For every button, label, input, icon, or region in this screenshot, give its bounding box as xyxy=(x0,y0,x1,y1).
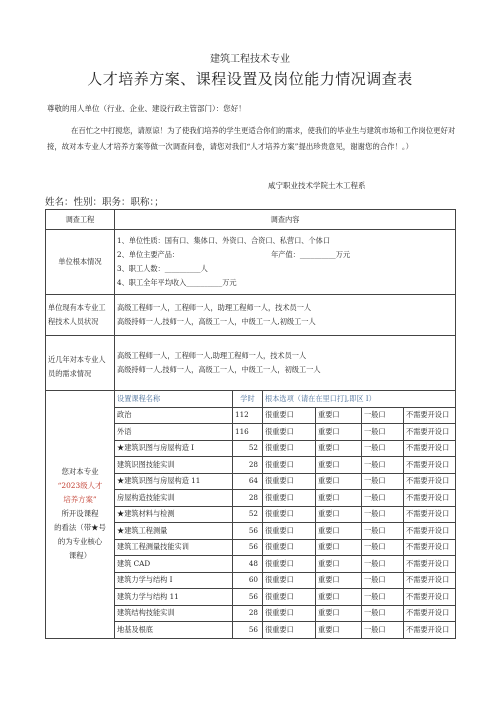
major-subtitle: 建筑工程技术专业 xyxy=(210,54,290,65)
course-hours: 28 xyxy=(233,457,263,474)
option-important[interactable]: 重要口 xyxy=(316,539,362,556)
option-important[interactable]: 重要口 xyxy=(316,572,362,589)
option-very-important[interactable]: 很重要口 xyxy=(263,589,316,606)
course-hours: 56 xyxy=(233,622,263,639)
avg-income-line[interactable]: 4、职工全年平均收入__________万元 xyxy=(117,278,237,287)
course-name: ★建筑材料与检测 xyxy=(115,506,233,523)
course-label-line: 您对本专业 xyxy=(61,467,99,477)
course-hours: 56 xyxy=(233,539,263,556)
course-label-line: 所开设课程 xyxy=(61,509,99,519)
course-label-line: 课程） xyxy=(68,551,92,561)
table-header-row xyxy=(46,210,456,230)
course-hours: 60 xyxy=(233,572,263,589)
current-staff-line1[interactable]: 高级工程师一人，工程师一人，助理工程师一人，技术员一人 xyxy=(117,303,312,312)
option-general[interactable]: 一般口 xyxy=(362,424,404,441)
option-very-important[interactable]: 很重要口 xyxy=(263,539,316,556)
option-general[interactable]: 一般口 xyxy=(362,490,404,507)
course-name: 外语 xyxy=(115,424,233,441)
option-very-important[interactable]: 很重要口 xyxy=(263,473,316,490)
course-name: ★建筑识图与房屋构造 I xyxy=(115,440,233,457)
option-not-needed[interactable]: 不需要开设口 xyxy=(404,440,456,457)
option-not-needed[interactable]: 不需要开设口 xyxy=(404,605,456,622)
current-staff-label: 单位现有本专业工程技术人员状况 xyxy=(46,295,115,336)
course-label-line: 培养方案” xyxy=(63,495,97,505)
option-general[interactable]: 一般口 xyxy=(362,605,404,622)
course-label-line: 的为专业核心 xyxy=(57,537,103,547)
option-important[interactable]: 重要口 xyxy=(316,523,362,540)
course-hours: 64 xyxy=(233,473,263,490)
option-general[interactable]: 一般口 xyxy=(362,572,404,589)
future-need-line2[interactable]: 高级持师一人,技师一人，高级工一人，中级工一人，初级工一人 xyxy=(117,365,321,374)
course-name: 建筑识图技能实训 xyxy=(115,457,233,474)
option-not-needed[interactable]: 不需要开设口 xyxy=(404,506,456,523)
option-very-important[interactable]: 很重要口 xyxy=(263,622,316,639)
option-general[interactable]: 一般口 xyxy=(362,457,404,474)
option-very-important[interactable]: 很重要口 xyxy=(263,506,316,523)
staff-count-line[interactable]: 3、职工人数：__________人 xyxy=(117,264,208,273)
option-very-important[interactable]: 很重要口 xyxy=(263,424,316,441)
unit-info-label: 单位根本情况 xyxy=(46,230,115,295)
option-important[interactable]: 重要口 xyxy=(316,622,362,639)
option-very-important[interactable]: 很重要口 xyxy=(263,523,316,540)
course-hours: 28 xyxy=(233,490,263,507)
course-name: 房屋构造技能实训 xyxy=(115,490,233,507)
course-hours: 56 xyxy=(233,523,263,540)
option-not-needed[interactable]: 不需要开设口 xyxy=(404,457,456,474)
current-staff-row xyxy=(46,295,456,336)
course-hours: 52 xyxy=(233,506,263,523)
course-hours: 116 xyxy=(233,424,263,441)
option-general[interactable]: 一般口 xyxy=(362,407,404,424)
future-need-label: 近几年对本专业人员的需求情况 xyxy=(46,336,115,391)
course-name-header: 设置课程名称 xyxy=(115,391,233,408)
option-not-needed[interactable]: 不需要开设口 xyxy=(404,523,456,540)
option-not-needed[interactable]: 不需要开设口 xyxy=(404,572,456,589)
option-not-needed[interactable]: 不需要开设口 xyxy=(404,622,456,639)
option-not-needed[interactable]: 不需要开设口 xyxy=(404,407,456,424)
course-header-row xyxy=(46,391,456,408)
option-important[interactable]: 重要口 xyxy=(316,589,362,606)
course-label-line: 的看法（带★号 xyxy=(54,523,106,533)
option-not-needed[interactable]: 不需要开设口 xyxy=(404,556,456,573)
document-title: 人才培养方案、课程设置及岗位能力情况调查表 xyxy=(87,70,413,88)
unit-product-line[interactable] xyxy=(117,248,453,262)
current-staff-content[interactable] xyxy=(115,295,456,336)
option-general[interactable]: 一般口 xyxy=(362,506,404,523)
option-important[interactable]: 重要口 xyxy=(316,473,362,490)
course-name: 建筑工程测量技能实训 xyxy=(115,539,233,556)
course-name: 政治 xyxy=(115,407,233,424)
future-need-content[interactable] xyxy=(115,336,456,391)
greeting: 尊敬的用人单位（行业、企业、建设行政主管部门）：您好！ xyxy=(47,104,246,113)
option-important[interactable]: 重要口 xyxy=(316,424,362,441)
header-content: 调查内容 xyxy=(115,210,456,230)
option-very-important[interactable]: 很重要口 xyxy=(263,605,316,622)
unit-product-label: 2、单位主要产品： xyxy=(117,250,180,259)
option-important[interactable]: 重要口 xyxy=(316,605,362,622)
course-options-header: 根本选项（请在在里口打],即区 I） xyxy=(263,391,456,408)
annual-output-field[interactable]: 年产值：__________万元 xyxy=(271,250,351,259)
survey-table xyxy=(45,209,456,639)
option-very-important[interactable]: 很重要口 xyxy=(263,490,316,507)
option-important[interactable]: 重要口 xyxy=(316,440,362,457)
option-general[interactable]: 一般口 xyxy=(362,556,404,573)
course-hours-header: 学时 xyxy=(233,391,263,408)
option-not-needed[interactable]: 不需要开设口 xyxy=(404,589,456,606)
course-name: 建筑力学与结构 11 xyxy=(115,589,233,606)
option-important[interactable]: 重要口 xyxy=(316,407,362,424)
option-not-needed[interactable]: 不需要开设口 xyxy=(404,473,456,490)
unit-info-row xyxy=(46,230,456,295)
option-general[interactable]: 一般口 xyxy=(362,539,404,556)
option-important[interactable]: 重要口 xyxy=(316,506,362,523)
option-general[interactable]: 一般口 xyxy=(362,622,404,639)
letter-body: 在百忙之中打搅您，请原谅！为了使我们培养的学生更适合你们的需求，使我们的毕业生与建筑市场和工作岗位更好对接，故对本专业人才培养方案等做一次调查问卷，请您对我们“人才培养方案”提出珍贵意见，谢谢您的合作！。） xyxy=(47,126,456,151)
course-name: ★建筑工程测量 xyxy=(115,523,233,540)
unit-info-content[interactable] xyxy=(115,230,456,295)
header-item: 调查工程 xyxy=(46,210,115,230)
course-hours: 112 xyxy=(233,407,263,424)
option-general[interactable]: 一般口 xyxy=(362,473,404,490)
future-need-line1[interactable]: 高级工程师一人，工程师一人,助理工程师一人，技术员一人 xyxy=(117,351,307,360)
option-very-important[interactable]: 很重要口 xyxy=(263,457,316,474)
course-name: 建筑 CAD xyxy=(115,556,233,573)
option-not-needed[interactable]: 不需要开设口 xyxy=(404,539,456,556)
future-need-row xyxy=(46,336,456,391)
course-name: 建筑结构技能实训 xyxy=(115,605,233,622)
option-important[interactable]: 重要口 xyxy=(316,556,362,573)
option-important[interactable]: 重要口 xyxy=(316,457,362,474)
unit-nature-line[interactable]: 1、单位性质：国有口、集体口、外资口、合资口、私营口、个体口 xyxy=(117,236,331,245)
option-general[interactable]: 一般口 xyxy=(362,440,404,457)
option-not-needed[interactable]: 不需要开设口 xyxy=(404,490,456,507)
course-name: 建筑力学与结构 I xyxy=(115,572,233,589)
current-staff-line2[interactable]: 高级持师一人,技师一人，高级工一人，中级工一人,初级工一人 xyxy=(117,317,316,326)
course-opinion-label xyxy=(46,391,115,639)
option-general[interactable]: 一般口 xyxy=(362,523,404,540)
course-hours: 48 xyxy=(233,556,263,573)
option-general[interactable]: 一般口 xyxy=(362,589,404,606)
course-name: 地基及根底 xyxy=(115,622,233,639)
course-hours: 52 xyxy=(233,440,263,457)
option-important[interactable]: 重要口 xyxy=(316,490,362,507)
option-very-important[interactable]: 很重要口 xyxy=(263,440,316,457)
course-hours: 28 xyxy=(233,605,263,622)
option-very-important[interactable]: 很重要口 xyxy=(263,556,316,573)
option-not-needed[interactable]: 不需要开设口 xyxy=(404,424,456,441)
respondent-fields[interactable]: 姓名：性别：职务：职称：； xyxy=(45,197,164,208)
signature: 咸宁职业技术学院土木工程系 xyxy=(268,181,366,190)
course-hours: 56 xyxy=(233,589,263,606)
course-name: ★建筑识图与房屋构造 11 xyxy=(115,473,233,490)
course-label-line: “2023级人才 xyxy=(57,481,103,491)
option-very-important[interactable]: 很重要口 xyxy=(263,572,316,589)
option-very-important[interactable]: 很重要口 xyxy=(263,407,316,424)
